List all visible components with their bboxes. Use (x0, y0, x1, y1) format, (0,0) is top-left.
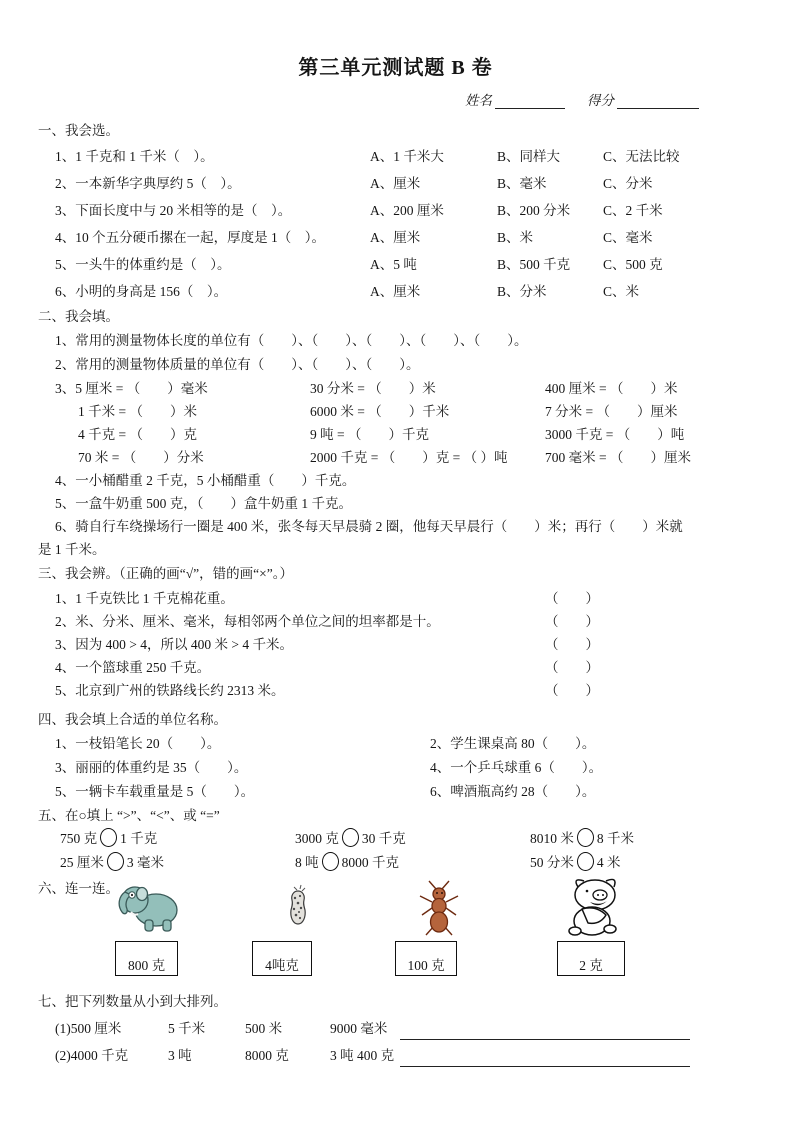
judge-question: 2、米、分米、厘米、毫米，每相邻两个单位之间的坦率都是十。 (55, 613, 440, 629)
conversion-row (38, 398, 753, 421)
conversion-cell: 30 分米 = （ ）米 (310, 380, 436, 396)
judge-question: 4、一个篮球重 250 千克。 (55, 659, 211, 675)
compare-cell (295, 827, 530, 847)
quantity: 3 吨 400 克 (330, 1047, 395, 1063)
weight-box (252, 941, 312, 976)
compare-row (38, 849, 753, 873)
fill-question: 1、常用的测量物体长度的单位有（ ）、（ ）、（ ）、（ ）、（ ）。 (55, 333, 528, 348)
question-text: 6、小明的身高是 156（ ）。 (55, 283, 228, 299)
ant-image (418, 879, 460, 937)
compare-right: 4 米 (596, 855, 621, 870)
compare-left: 3000 克 (295, 831, 339, 846)
conversion-cell: 2000 千克 = （ ）克 = （ ）吨 (310, 449, 508, 465)
option-c: C、500 克 (603, 256, 663, 272)
question-text: 1、1 千克和 1 千米（ ）。 (55, 148, 214, 164)
page-title: 第三单元测试题 B 卷 (298, 57, 493, 79)
choice-question-row (38, 222, 753, 249)
weight-label: 800 克 (127, 958, 166, 973)
unit-question: 3、丽丽的体重约是 35（ ）。 (55, 760, 248, 775)
option-b: B、同样大 (497, 148, 561, 164)
choice-question-row (38, 168, 753, 195)
compare-left: 750 克 (60, 831, 98, 846)
weight-box (115, 941, 178, 976)
judge-question-row (38, 631, 753, 654)
choice-question-row (38, 249, 753, 276)
quantity: (2)4000 千克 (55, 1047, 129, 1063)
compare-right: 8 千米 (596, 831, 634, 846)
unit-question-row (38, 778, 753, 802)
conversion-cell: 400 厘米 = （ ）米 (545, 380, 678, 396)
conversion-row (38, 444, 753, 467)
fill-question-wrap: 是 1 千米。 (38, 541, 106, 557)
judge-question-row (38, 585, 753, 608)
compare-left: 8 吨 (295, 855, 319, 870)
conversion-row (38, 421, 753, 444)
conversion-cell: 6000 米 = （ ）千米 (310, 403, 450, 419)
unit-question-row (38, 754, 753, 778)
judge-question-row (38, 608, 753, 631)
name-label: 姓名 (465, 93, 492, 108)
comparison-circle (577, 828, 594, 847)
conversion-cell: 3、5 厘米 = （ ）毫米 (55, 380, 208, 396)
judge-question-row (38, 677, 753, 700)
compare-left: 8010 米 (530, 831, 574, 846)
section1-heading: 一、我会选。 (38, 123, 119, 138)
unit-question: 1、一枝铅笔长 20（ ）。 (55, 736, 221, 751)
answer-parens: （ ） (545, 682, 599, 698)
section4-heading: 四、我会填上合适的单位名称。 (38, 712, 227, 727)
answer-line (400, 1046, 690, 1067)
judge-question-row (38, 654, 753, 677)
question-text: 4、10 个五分硬币摞在一起，厚度是 1（ ）。 (55, 229, 325, 245)
question-text: 2、一本新华字典厚约 5（ ）。 (55, 175, 241, 191)
conversion-cell: 4 千克 = （ ）克 (78, 426, 197, 442)
unit-question-row (38, 730, 753, 754)
score-label: 得分 (587, 93, 614, 108)
fill-question: 6、骑自行车绕操场行一圈是 400 米，张冬每天早晨骑 2 圈，他每天早晨行（ ）米；再行（ ）米就 (55, 518, 683, 534)
compare-cell (60, 827, 295, 847)
section7-heading: 七、把下列数量从小到大排列。 (38, 994, 227, 1009)
conversion-cell: 9 吨 = （ ）千克 (310, 426, 429, 442)
quantity: 5 千米 (168, 1020, 206, 1036)
conversion-cell: 700 毫米 = （ ）厘米 (545, 449, 691, 465)
comparison-circle (577, 852, 594, 871)
section6-heading: 六、连一连。 (38, 881, 119, 896)
section2-heading: 二、我会填。 (38, 309, 119, 324)
option-a: A、200 厘米 (370, 202, 444, 218)
conversion-cell: 3000 千克 = （ ）吨 (545, 426, 685, 442)
answer-parens: （ ） (545, 659, 599, 675)
unit-question: 5、一辆卡车载重量是 5（ ）。 (55, 784, 255, 799)
option-c: C、米 (603, 283, 640, 299)
comparison-circle (342, 828, 359, 847)
option-a: A、1 千米大 (370, 148, 444, 164)
peanut-image (287, 883, 309, 929)
option-c: C、毫米 (603, 229, 653, 245)
name-score-header (465, 89, 753, 109)
compare-cell (295, 851, 530, 871)
conversion-cell: 1 千米 = （ ）米 (78, 403, 197, 419)
option-c: C、分米 (603, 175, 653, 191)
weight-label: 4吨克 (265, 958, 299, 973)
option-a: A、厘米 (370, 283, 421, 299)
question-text: 3、下面长度中与 20 米相等的是（ ）。 (55, 202, 292, 218)
answer-parens: （ ） (545, 613, 599, 629)
compare-right: 3 毫米 (126, 855, 164, 870)
score-blank-line (617, 93, 699, 109)
option-b: B、500 千克 (497, 256, 571, 272)
comparison-circle (107, 852, 124, 871)
judge-question: 3、因为 400 > 4，所以 400 米 > 4 千米。 (55, 636, 293, 652)
option-c: C、无法比较 (603, 148, 680, 164)
conversion-cell: 70 米 = （ ）分米 (78, 449, 204, 465)
comparison-circle (100, 828, 117, 847)
option-b: B、米 (497, 229, 534, 245)
weight-box (557, 941, 625, 976)
option-a: A、厘米 (370, 229, 421, 245)
quantity: 8000 克 (245, 1047, 289, 1063)
judge-question: 1、1 千克铁比 1 千克棉花重。 (55, 590, 234, 606)
compare-cell (530, 851, 753, 871)
weight-box (395, 941, 457, 976)
elephant-image (118, 881, 180, 933)
fill-question: 5、一盒牛奶重 500 克，（ ）盒牛奶重 1 千克。 (55, 495, 352, 511)
quantity: 9000 毫米 (330, 1020, 388, 1036)
quantity: 3 吨 (168, 1047, 192, 1063)
section5-heading: 五、在○填上 “>”、“<”、或 “=” (38, 807, 220, 823)
comparison-circle (322, 852, 339, 871)
conversion-row (38, 375, 753, 398)
choice-question-row (38, 195, 753, 222)
answer-line (400, 1019, 690, 1040)
compare-cell (530, 827, 753, 847)
compare-cell (60, 851, 295, 871)
fill-question: 4、一小桶醋重 2 千克，5 小桶醋重（ ）千克。 (55, 472, 356, 488)
option-b: B、200 分米 (497, 202, 571, 218)
answer-parens: （ ） (545, 636, 599, 652)
option-c: C、2 千米 (603, 202, 663, 218)
ordering-row (38, 1040, 753, 1067)
option-a: A、厘米 (370, 175, 421, 191)
weight-label: 2 克 (579, 958, 603, 973)
conversion-cell: 7 分米 = （ ）厘米 (545, 403, 678, 419)
ordering-row (38, 1013, 753, 1040)
quantity: 500 米 (245, 1020, 283, 1036)
quantity: (1)500 厘米 (55, 1020, 122, 1036)
option-b: B、毫米 (497, 175, 547, 191)
compare-right: 1 千克 (120, 831, 158, 846)
option-b: B、分米 (497, 283, 547, 299)
compare-right: 8000 千克 (341, 855, 399, 870)
answer-parens: （ ） (545, 590, 599, 606)
unit-question: 6、啤酒瓶高约 28（ ）。 (430, 784, 596, 799)
question-text: 5、一头牛的体重约是（ ）。 (55, 256, 231, 272)
weight-label: 100 克 (407, 958, 445, 973)
section3-heading: 三、我会辨。（正确的画“√”，错的画“×”。） (38, 566, 293, 581)
name-blank-line (495, 93, 565, 109)
compare-left: 25 厘米 (60, 855, 104, 870)
pig-image (562, 875, 626, 939)
choice-question-row (38, 141, 753, 168)
compare-row (38, 825, 753, 849)
compare-right: 30 千克 (361, 831, 406, 846)
option-a: A、5 吨 (370, 256, 417, 272)
fill-question: 2、常用的测量物体质量的单位有（ ）、（ ）、（ ）。 (55, 357, 420, 372)
unit-question: 4、一个乒乓球重 6（ ）。 (430, 760, 603, 775)
unit-question: 2、学生课桌高 80（ ）。 (430, 736, 596, 751)
choice-question-row (38, 276, 753, 303)
compare-left: 50 分米 (530, 855, 574, 870)
judge-question: 5、北京到广州的铁路线长约 2313 米。 (55, 682, 285, 698)
match-section (38, 875, 753, 987)
